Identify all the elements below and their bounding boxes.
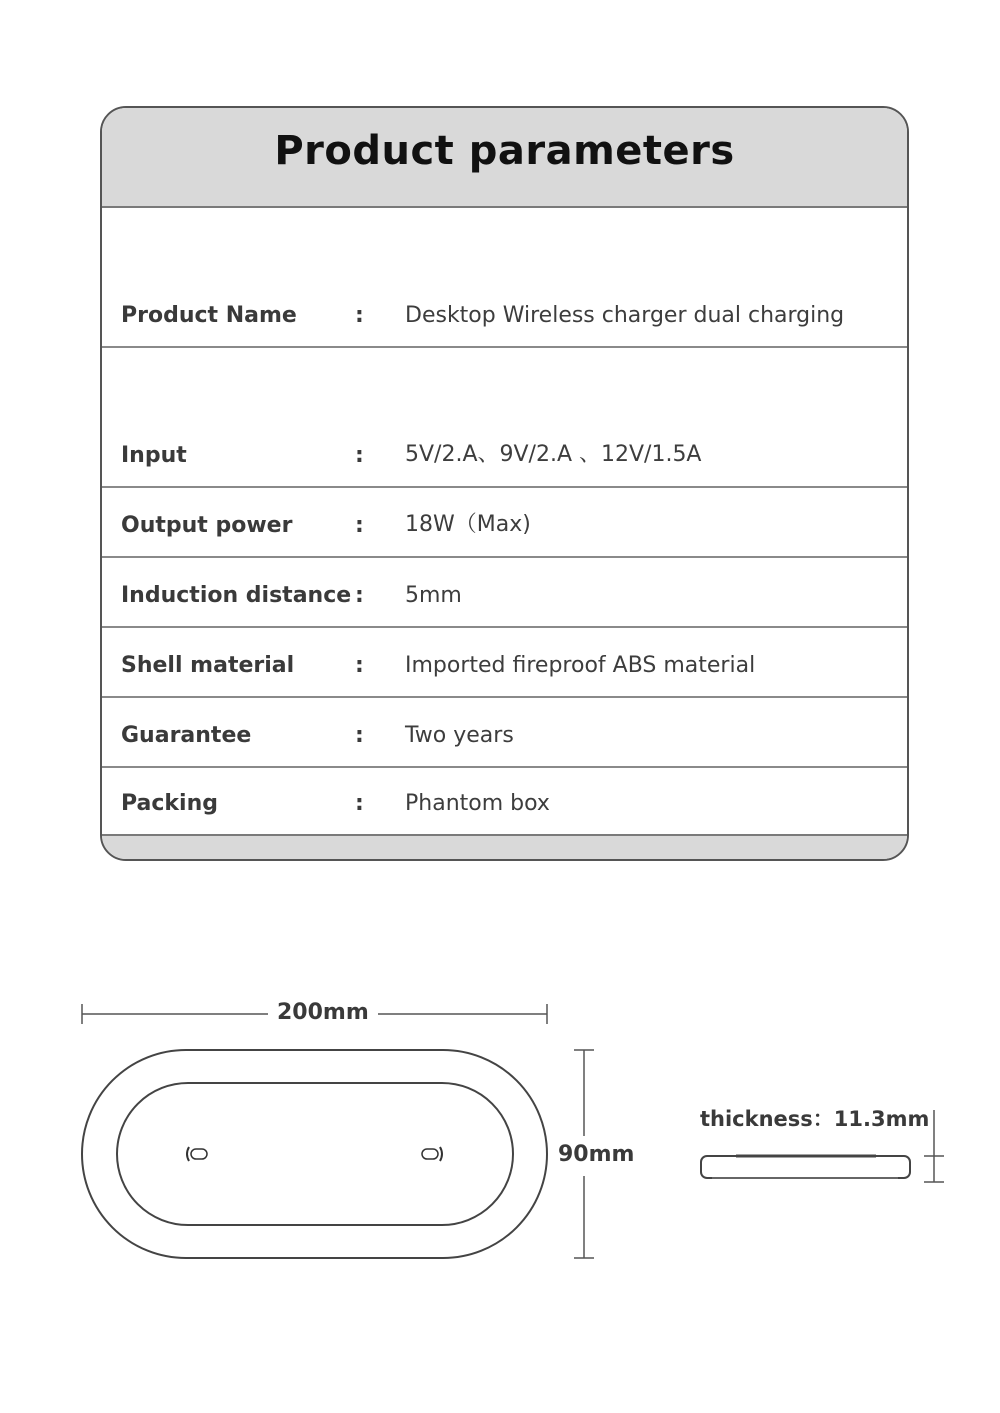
param-value: Two years [405, 723, 514, 748]
param-colon: : [355, 791, 364, 816]
param-label: Induction distance [121, 583, 352, 608]
param-value: 18W（Max) [405, 512, 531, 537]
param-value: 5V/2.A、9V/2.A 、12V/1.5A [405, 442, 702, 467]
page-title: Product parameters [274, 128, 735, 174]
charger-inner-pad [117, 1083, 513, 1225]
param-colon: : [355, 723, 364, 748]
width-label: 90mm [558, 1142, 635, 1167]
param-colon: : [355, 653, 364, 678]
param-colon: : [355, 443, 364, 468]
param-label: Guarantee [121, 723, 252, 748]
param-colon: : [355, 303, 364, 328]
param-label: Shell material [121, 653, 295, 678]
param-value: 5mm [405, 583, 462, 608]
param-label: Output power [121, 513, 293, 538]
param-colon: : [355, 583, 364, 608]
charger-side-view [701, 1156, 910, 1178]
param-label: Input [121, 443, 187, 468]
param-value: Imported fireproof ABS material [405, 653, 756, 678]
param-value: Phantom box [405, 791, 550, 816]
param-value: Desktop Wireless charger dual charging [405, 303, 845, 328]
param-label: Packing [121, 791, 219, 816]
param-label: Product Name [121, 303, 297, 328]
length-label: 200mm [277, 1000, 369, 1025]
thickness-label: thickness：11.3mm [700, 1107, 930, 1131]
param-colon: : [355, 513, 364, 538]
